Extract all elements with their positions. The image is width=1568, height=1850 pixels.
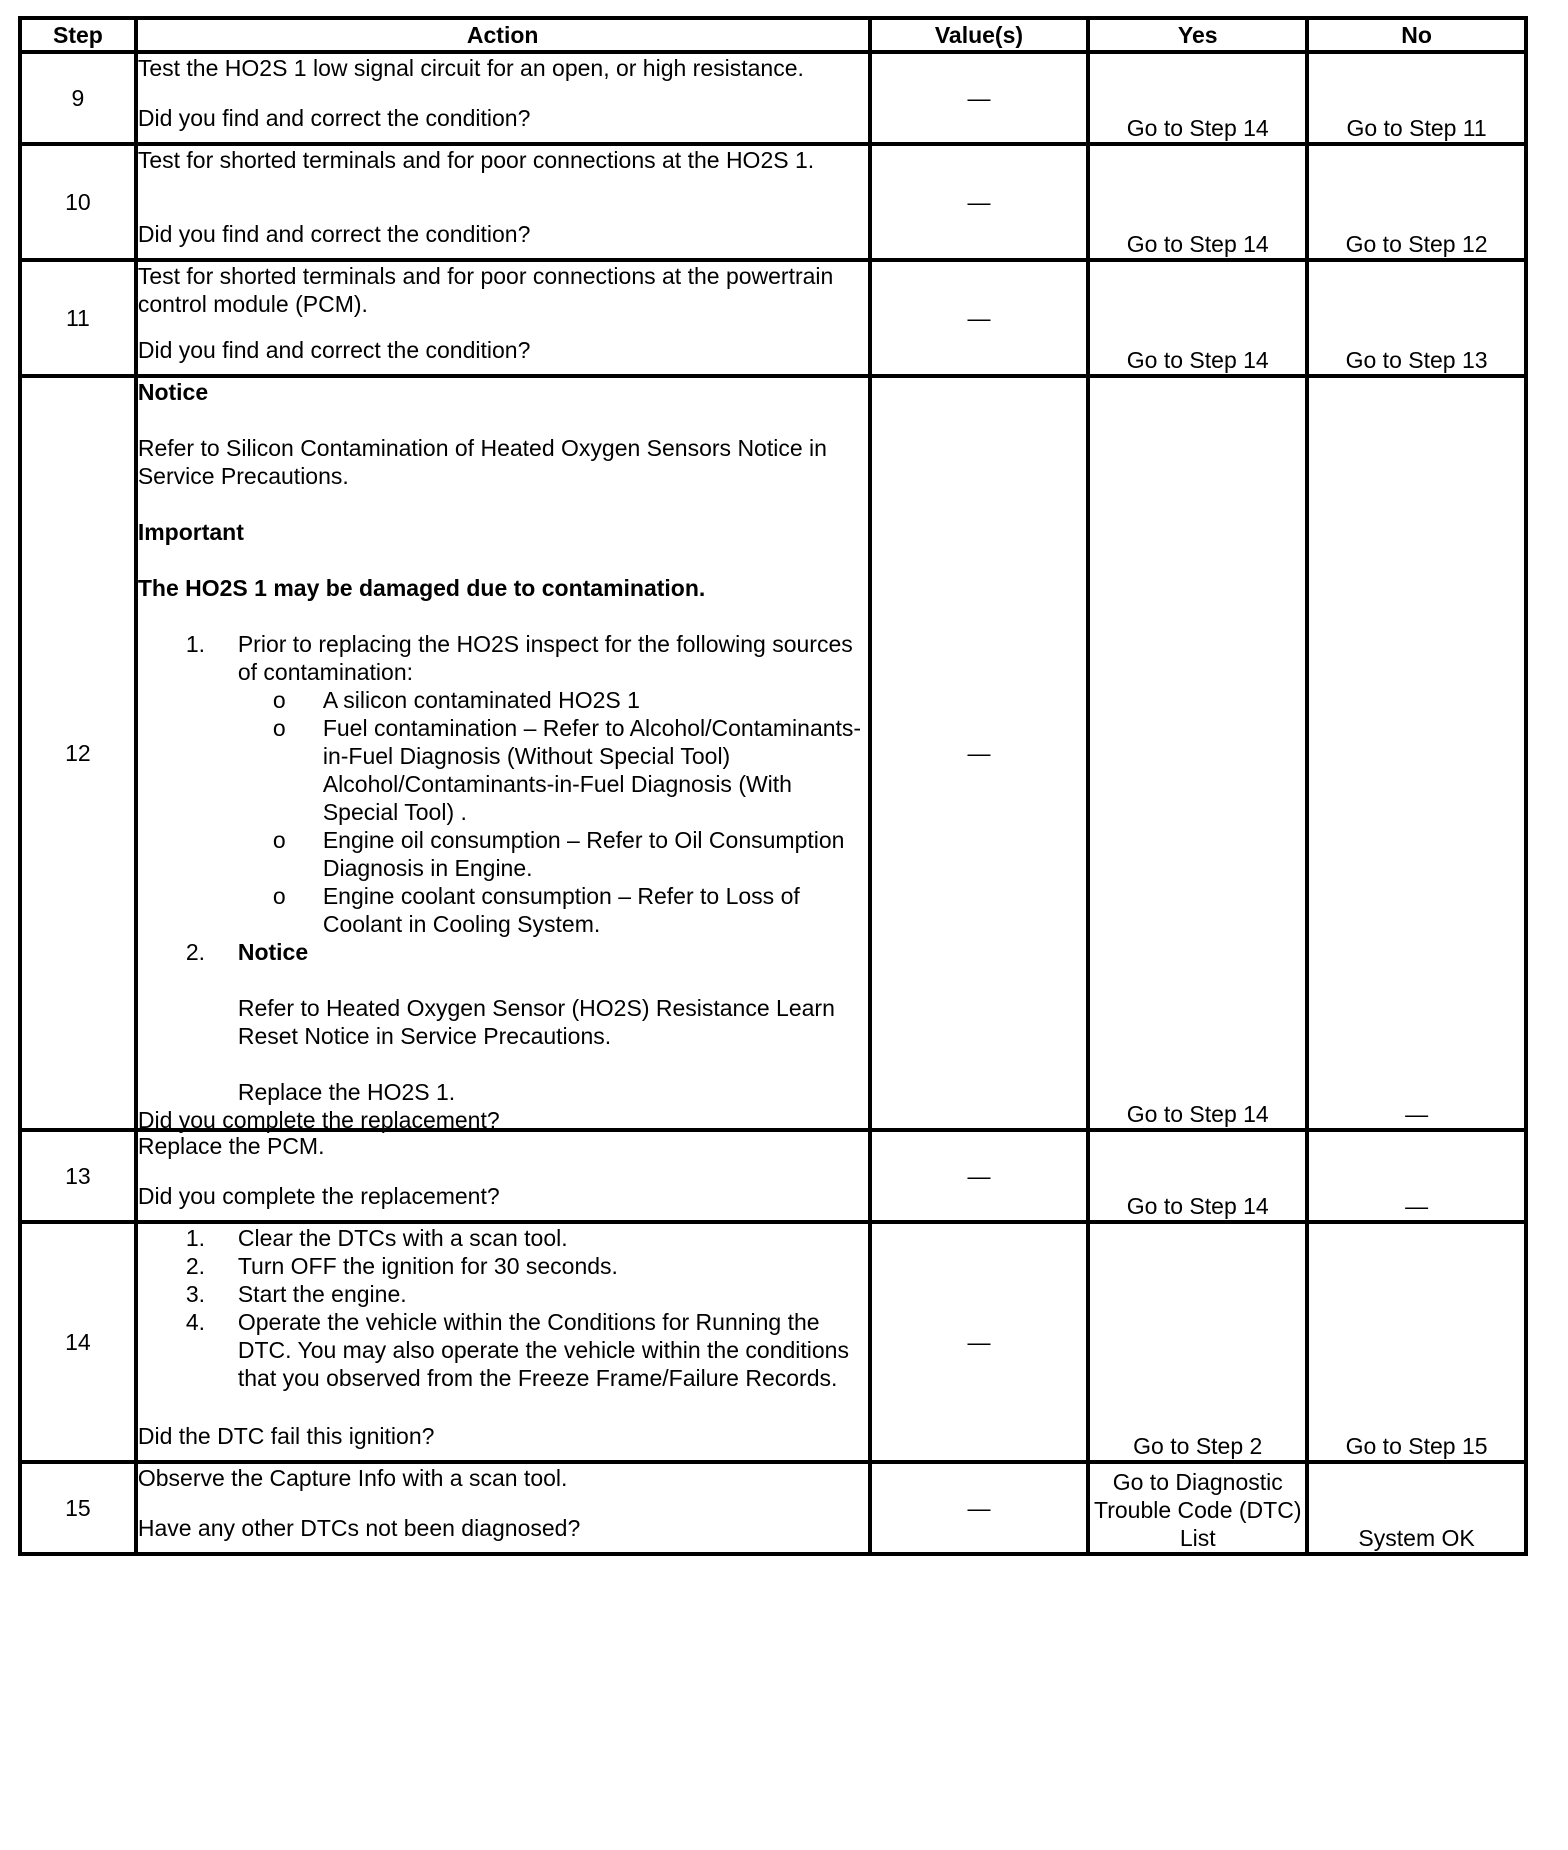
list-item [138, 938, 868, 1106]
action-cell [136, 260, 870, 376]
header-action: Action [136, 18, 870, 52]
table-row [20, 260, 1526, 376]
action-text: Test the HO2S 1 low signal circuit for an open, or high resistance. [137, 55, 804, 81]
action-question: Did you complete the replacement? [137, 1107, 500, 1133]
yes-cell: Go to Step 14 [1088, 260, 1307, 376]
important-title: Important [137, 519, 244, 545]
header-values: Value(s) [870, 18, 1089, 52]
list-number: 3. [185, 1281, 206, 1307]
no-cell: Go to Step 15 [1307, 1222, 1526, 1462]
step-number: 15 [20, 1462, 136, 1554]
list-number: 1. [185, 631, 206, 657]
action-question: Have any other DTCs not been diagnosed? [137, 1515, 581, 1541]
step-number: 12 [20, 376, 136, 1130]
step-number: 10 [20, 144, 136, 260]
yes-cell: Go to Step 2 [1088, 1222, 1307, 1462]
yes-cell: Go to Step 14 [1088, 52, 1307, 144]
action-text: Replace the PCM. [137, 1133, 325, 1159]
yes-cell: Go to Step 14 [1088, 144, 1307, 260]
value-cell: — [870, 1130, 1089, 1222]
list-number: 2. [185, 1253, 206, 1279]
action-cell [136, 1462, 870, 1554]
bullet-icon: o [272, 687, 286, 713]
list-item-text: Replace the HO2S 1. [237, 1079, 456, 1105]
table-row [20, 1222, 1526, 1462]
list-item [138, 1308, 868, 1392]
action-cell [136, 1130, 870, 1222]
list-item-text: Turn OFF the ignition for 30 seconds. [237, 1253, 618, 1279]
action-cell [136, 376, 870, 1133]
header-row [20, 18, 1526, 52]
list-item-text: A silicon contaminated HO2S 1 [322, 687, 640, 713]
table-row [20, 376, 1526, 1130]
diagnostic-table [18, 16, 1528, 1556]
bullet-icon: o [272, 715, 286, 741]
step-number: 13 [20, 1130, 136, 1222]
action-question: Did the DTC fail this ignition? [137, 1423, 435, 1449]
step-number: 14 [20, 1222, 136, 1462]
list-item [223, 714, 868, 826]
list-item-text: Start the engine. [237, 1281, 407, 1307]
list-item [223, 686, 868, 714]
procedure-list [138, 630, 868, 1106]
no-cell: Go to Step 11 [1307, 52, 1526, 144]
list-item-text: Engine coolant consumption – Refer to Loss of Coolant in Cooling System. [322, 883, 800, 937]
no-cell: Go to Step 12 [1307, 144, 1526, 260]
action-question: Did you find and correct the condition? [137, 105, 531, 131]
list-item [223, 826, 868, 882]
action-cell [136, 144, 870, 260]
list-number: 1. [185, 1225, 206, 1251]
list-item-text: Engine oil consumption – Refer to Oil Consumption Diagnosis in Engine. [322, 827, 845, 881]
value-cell: — [870, 1222, 1089, 1462]
list-item [138, 1224, 868, 1252]
action-question: Did you find and correct the condition? [137, 221, 531, 247]
step-number: 9 [20, 52, 136, 144]
table-row [20, 1130, 1526, 1222]
yes-cell: Go to Diagnostic Trouble Code (DTC) List [1088, 1462, 1307, 1554]
procedure-list [138, 1224, 868, 1392]
table-row [20, 52, 1526, 144]
list-item-text: Fuel contamination – Refer to Alcohol/Contaminants-in-Fuel Diagnosis (Without Special Tool) Alcohol/Contaminants-in-Fuel Diagnosis (With Special Tool) . [322, 715, 862, 825]
notice-title: Notice [137, 379, 209, 405]
list-item [138, 1252, 868, 1280]
value-cell: — [870, 144, 1089, 260]
bullet-icon: o [272, 827, 286, 853]
action-text: Observe the Capture Info with a scan tool. [137, 1465, 568, 1491]
list-number: 2. [185, 939, 206, 965]
list-number: 4. [185, 1309, 206, 1335]
action-question: Did you find and correct the condition? [137, 337, 531, 363]
notice-text: Refer to Silicon Contamination of Heated Oxygen Sensors Notice in Service Precautions. [137, 435, 827, 489]
yes-cell: Go to Step 14 [1088, 1130, 1307, 1222]
list-item [138, 1280, 868, 1308]
action-cell [136, 52, 870, 144]
no-cell: — [1307, 376, 1526, 1130]
bullet-icon: o [272, 883, 286, 909]
action-question: Did you complete the replacement? [137, 1183, 500, 1209]
important-text: The HO2S 1 may be damaged due to contamination. [137, 575, 706, 601]
value-cell: — [870, 260, 1089, 376]
value-cell: — [870, 52, 1089, 144]
list-notice-text: Refer to Heated Oxygen Sensor (HO2S) Resistance Learn Reset Notice in Service Precautions. [237, 995, 835, 1049]
header-no: No [1307, 18, 1526, 52]
action-text: Test for shorted terminals and for poor connections at the powertrain control module (PCM). [137, 263, 834, 317]
no-cell: System OK [1307, 1462, 1526, 1554]
no-cell: — [1307, 1130, 1526, 1222]
step-number: 11 [20, 260, 136, 376]
list-notice-title: Notice [237, 939, 309, 965]
table-row [20, 1462, 1526, 1554]
list-item-text: Clear the DTCs with a scan tool. [237, 1225, 568, 1251]
no-cell: Go to Step 13 [1307, 260, 1526, 376]
table-row [20, 144, 1526, 260]
value-cell: — [870, 1462, 1089, 1554]
action-cell [136, 1222, 870, 1462]
header-step: Step [20, 18, 136, 52]
action-text: Test for shorted terminals and for poor connections at the HO2S 1. [137, 147, 815, 173]
list-item [138, 630, 868, 938]
contamination-list [223, 686, 868, 938]
list-item-text: Operate the vehicle within the Conditions for Running the DTC. You may also operate the vehicle within the conditions that you observed from the Freeze Frame/Failure Records. [237, 1309, 849, 1391]
list-item [223, 882, 868, 938]
yes-cell: Go to Step 14 [1088, 376, 1307, 1130]
list-item-text: Prior to replacing the HO2S inspect for the following sources of contamination: [237, 631, 853, 685]
value-cell: — [870, 376, 1089, 1130]
header-yes: Yes [1088, 18, 1307, 52]
